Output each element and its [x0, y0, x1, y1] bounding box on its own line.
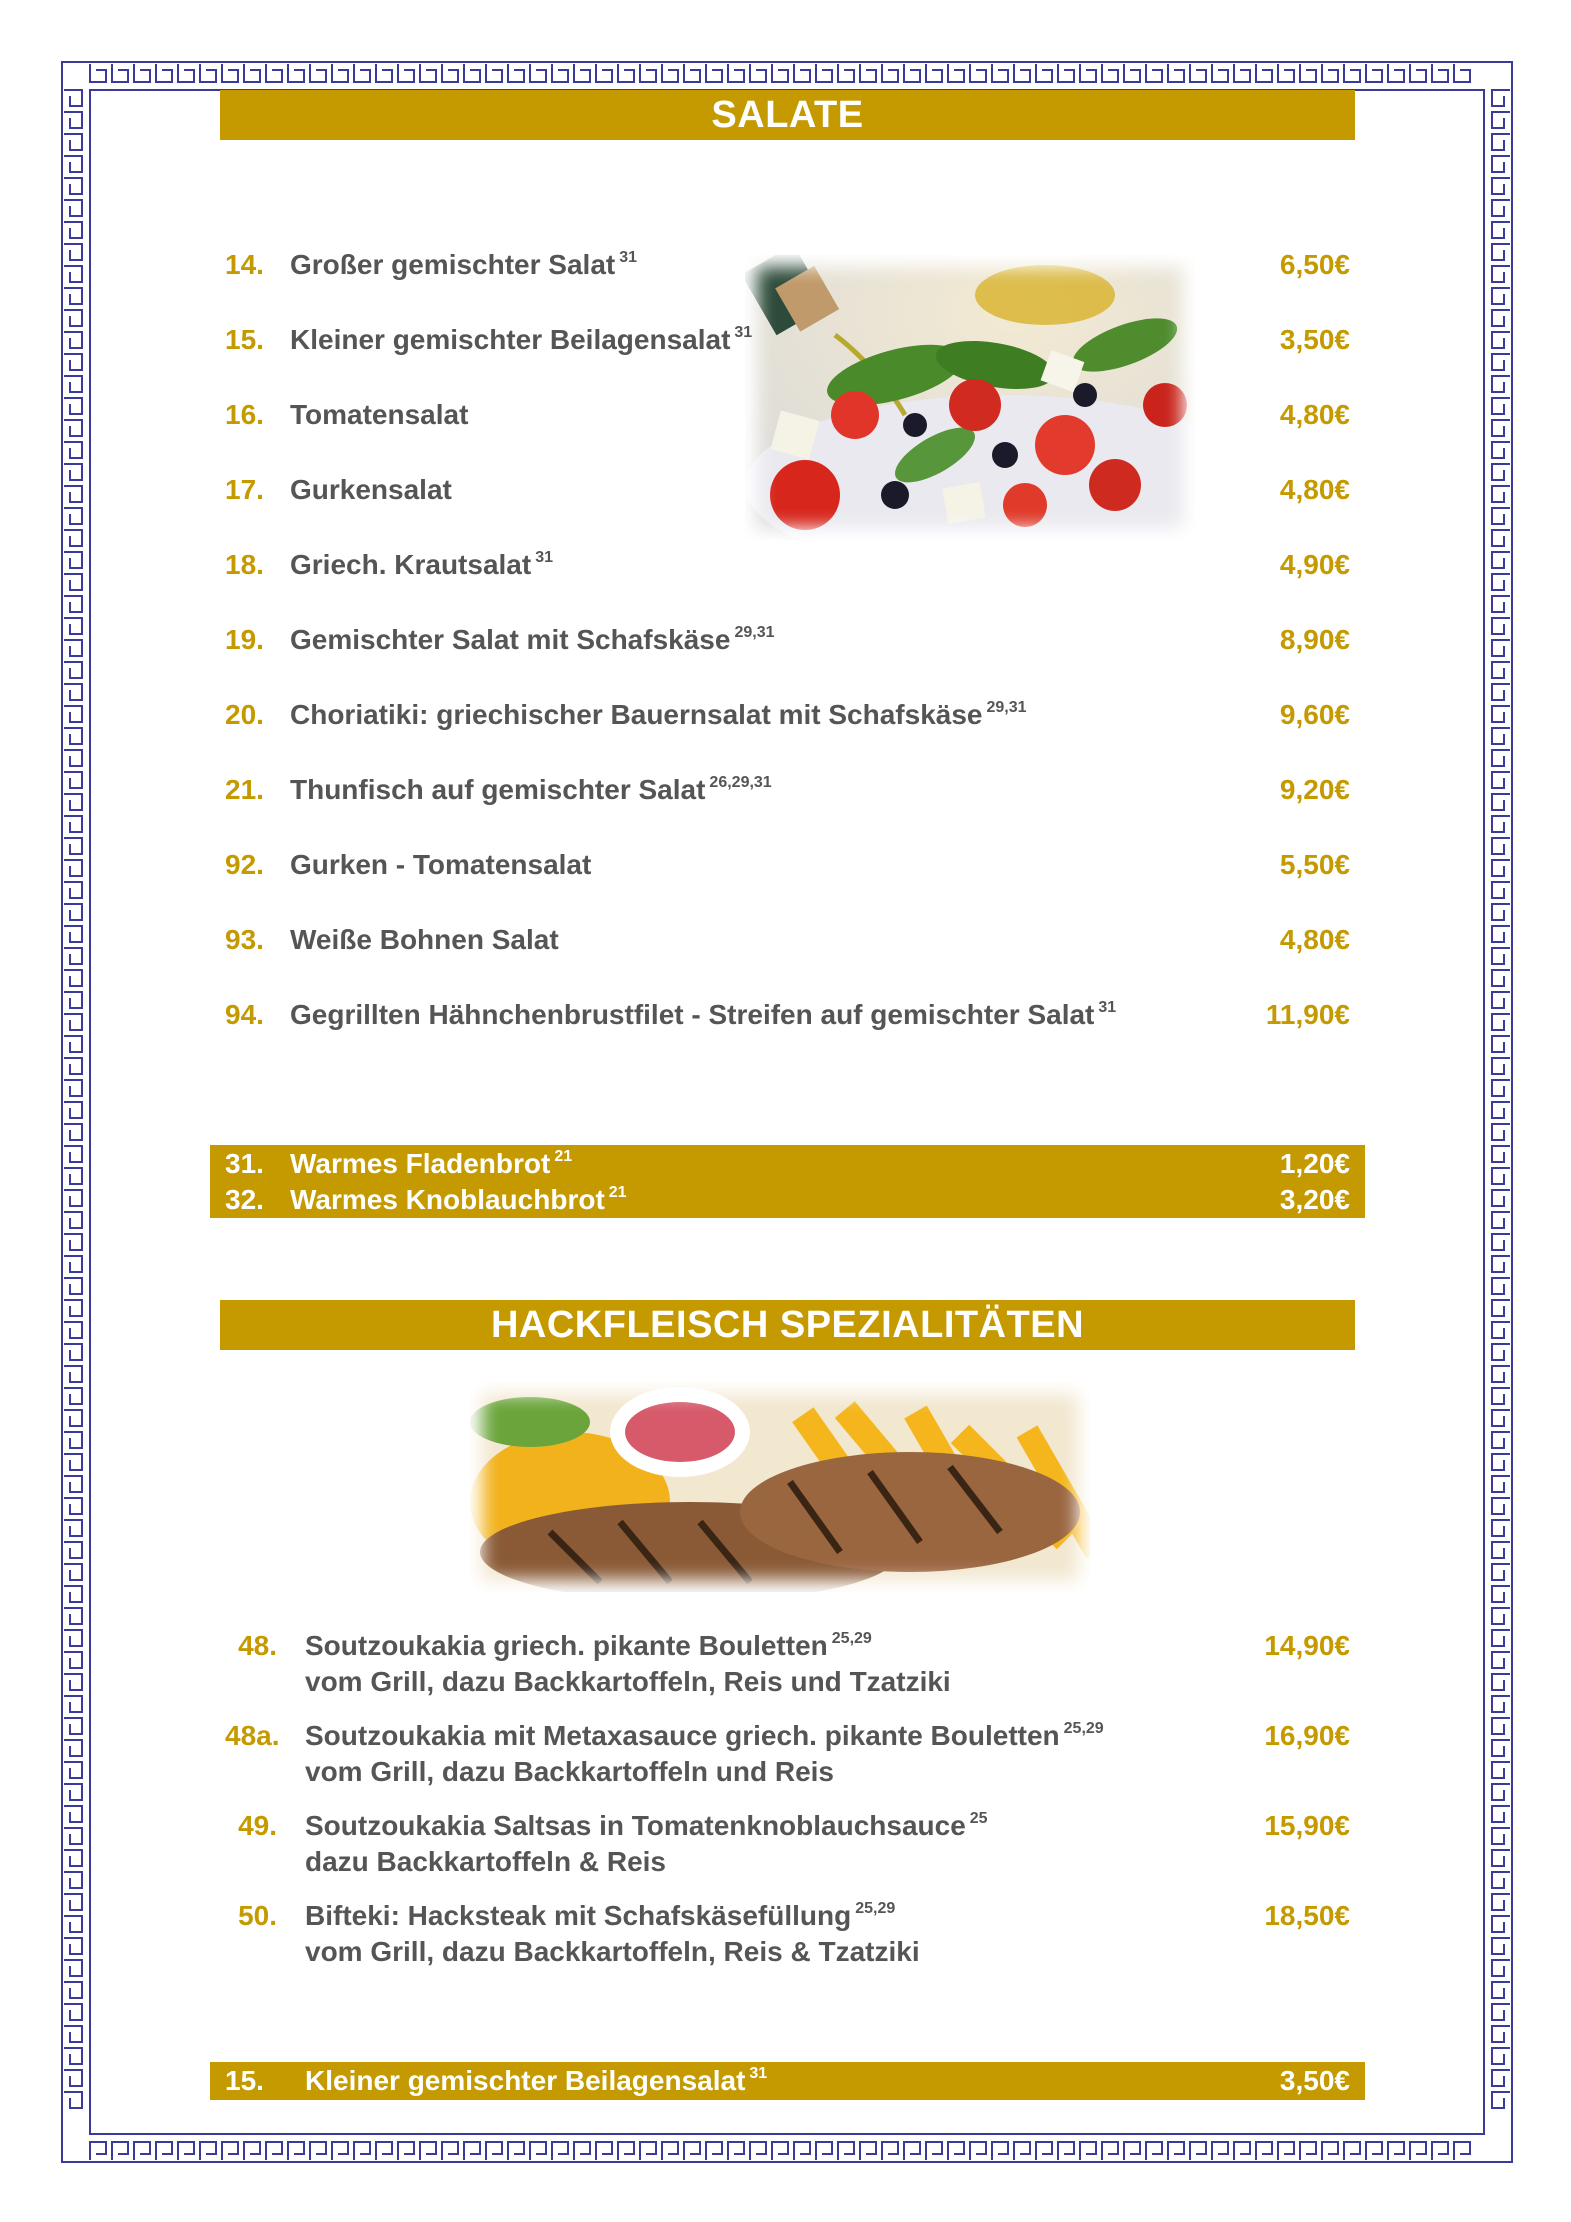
allergen-code: 29,31: [986, 699, 1027, 716]
item-number: 15.: [225, 2065, 264, 2096]
item-number: 15.: [225, 324, 264, 355]
item-name: Gurkensalat: [290, 474, 452, 505]
item-price: 8,90€: [1279, 624, 1350, 655]
extra-row-beilagensalat: [225, 2063, 1355, 2099]
menu-item-row: [225, 545, 1355, 585]
item-name: Warmes Knoblauchbrot: [290, 1184, 605, 1215]
item-price: 9,60€: [1279, 699, 1350, 730]
item-price: 4,90€: [1279, 549, 1350, 580]
item-number: 32.: [225, 1184, 264, 1215]
allergen-code: 25: [969, 1810, 988, 1827]
item-name: Griech. Krautsalat: [290, 549, 532, 580]
menu-item-row: [225, 770, 1355, 810]
item-name-wrap: [290, 395, 468, 435]
item-number: 48a.: [225, 1720, 280, 1751]
item-price: 11,90€: [1265, 999, 1350, 1030]
item-name: Soutzoukakia Saltsas in Tomatenknoblauchsauce: [305, 1810, 966, 1841]
menu-item-row: [225, 995, 1355, 1035]
menu-item-row: [225, 245, 1355, 285]
item-name: Kleiner gemischter Beilagensalat: [290, 324, 731, 355]
allergen-code: 26,29,31: [709, 774, 772, 791]
allergen-code: 21: [608, 1184, 627, 1201]
item-name-wrap: [290, 695, 1027, 735]
item-price: 15,90€: [1264, 1810, 1350, 1841]
item-number: 21.: [225, 774, 264, 805]
item-number: 49.: [238, 1810, 277, 1841]
allergen-code: 31: [1098, 999, 1117, 1016]
item-number: 94.: [225, 999, 264, 1030]
item-price: 3,20€: [1279, 1184, 1350, 1215]
menu-item-row: [225, 470, 1355, 510]
item-name-wrap: [290, 245, 637, 285]
allergen-code: 21: [554, 1148, 573, 1165]
item-name: Soutzoukakia griech. pikante Bouletten: [305, 1630, 828, 1661]
item-name-wrap: [290, 470, 452, 510]
item-name: Soutzoukakia mit Metaxasauce griech. pikante Bouletten: [305, 1720, 1060, 1751]
item-price: 3,50€: [1279, 2065, 1350, 2096]
item-number: 20.: [225, 699, 264, 730]
item-name-wrap: [305, 1718, 1104, 1754]
menu-item-row: [225, 320, 1355, 360]
menu-item-row: [225, 395, 1355, 435]
item-name: Bifteki: Hacksteak mit Schafskäsefüllung: [305, 1900, 852, 1931]
item-price: 9,20€: [1279, 774, 1350, 805]
item-number: 14.: [225, 249, 264, 280]
item-name: Tomatensalat: [290, 399, 469, 430]
item-name-wrap: [290, 995, 1116, 1035]
item-name-wrap: [305, 2063, 767, 2099]
item-number: 16.: [225, 399, 264, 430]
section-title-hackfleisch: HACKFLEISCH SPEZIALITÄTEN: [220, 1300, 1355, 1350]
item-price: 1,20€: [1279, 1148, 1350, 1179]
allergen-code: 31: [749, 2065, 768, 2082]
item-name-wrap: [290, 1146, 572, 1182]
item-name-wrap: [305, 1808, 988, 1844]
item-number: 17.: [225, 474, 264, 505]
meat-image-icon: [470, 1382, 1090, 1592]
allergen-code: 31: [734, 324, 753, 341]
item-number: 93.: [225, 924, 264, 955]
item-name: Warmes Fladenbrot: [290, 1148, 551, 1179]
item-name: Choriatiki: griechischer Bauernsalat mit Schafskäse: [290, 699, 983, 730]
item-number: 19.: [225, 624, 264, 655]
allergen-code: 25,29: [855, 1900, 896, 1917]
item-name-wrap: [290, 770, 772, 810]
item-name: Gegrillten Hähnchenbrustfilet - Streifen auf gemischter Salat: [290, 999, 1095, 1030]
menu-item-row: [225, 620, 1355, 660]
item-price: 5,50€: [1279, 849, 1350, 880]
item-name: Thunfisch auf gemischter Salat: [290, 774, 706, 805]
extra-item-row: [225, 1146, 1355, 1182]
item-price: 3,50€: [1279, 324, 1350, 355]
menu-item-row: [225, 695, 1355, 735]
section-title-salate: SALATE: [220, 90, 1355, 140]
item-price: 6,50€: [1279, 249, 1350, 280]
allergen-code: 31: [535, 549, 553, 566]
menu-item-row: [225, 920, 1355, 960]
extra-item-row: [225, 1182, 1355, 1218]
item-number: 48.: [238, 1630, 277, 1661]
item-description: vom Grill, dazu Backkartoffeln, Reis & Tzatziki: [305, 1936, 920, 1967]
item-name-wrap: [290, 320, 752, 360]
item-name-wrap: [305, 1898, 895, 1934]
item-price: 4,80€: [1279, 924, 1350, 955]
item-name-wrap: [290, 1182, 627, 1218]
item-name-wrap: [305, 1628, 872, 1664]
item-number: 50.: [238, 1900, 277, 1931]
item-price: 16,90€: [1264, 1720, 1350, 1751]
item-number: 92.: [225, 849, 264, 880]
item-description: vom Grill, dazu Backkartoffeln und Reis: [305, 1756, 835, 1787]
item-name-wrap: [290, 845, 591, 885]
item-price: 4,80€: [1279, 399, 1350, 430]
meat-photo: [470, 1382, 1090, 1592]
item-name: Gemischter Salat mit Schafskäse: [290, 624, 731, 655]
allergen-code: 31: [619, 249, 638, 266]
item-name: Kleiner gemischter Beilagensalat: [305, 2065, 746, 2096]
allergen-code: 25,29: [1063, 1720, 1104, 1737]
item-description: vom Grill, dazu Backkartoffeln, Reis und Tzatziki: [305, 1666, 951, 1697]
item-price: 18,50€: [1264, 1900, 1350, 1931]
item-price: 4,80€: [1279, 474, 1350, 505]
menu-item-row: [225, 845, 1355, 885]
item-name-wrap: [290, 545, 553, 585]
item-number: 18.: [225, 549, 264, 580]
item-number: 31.: [225, 1148, 264, 1179]
item-name: Großer gemischter Salat: [290, 249, 616, 280]
item-name: Weiße Bohnen Salat: [290, 924, 559, 955]
item-price: 14,90€: [1264, 1630, 1350, 1661]
item-name-wrap: [290, 920, 559, 960]
item-name: Gurken - Tomatensalat: [290, 849, 592, 880]
item-name-wrap: [290, 620, 775, 660]
allergen-code: 29,31: [734, 624, 775, 641]
item-description: dazu Backkartoffeln & Reis: [305, 1846, 666, 1877]
allergen-code: 25,29: [831, 1630, 872, 1647]
